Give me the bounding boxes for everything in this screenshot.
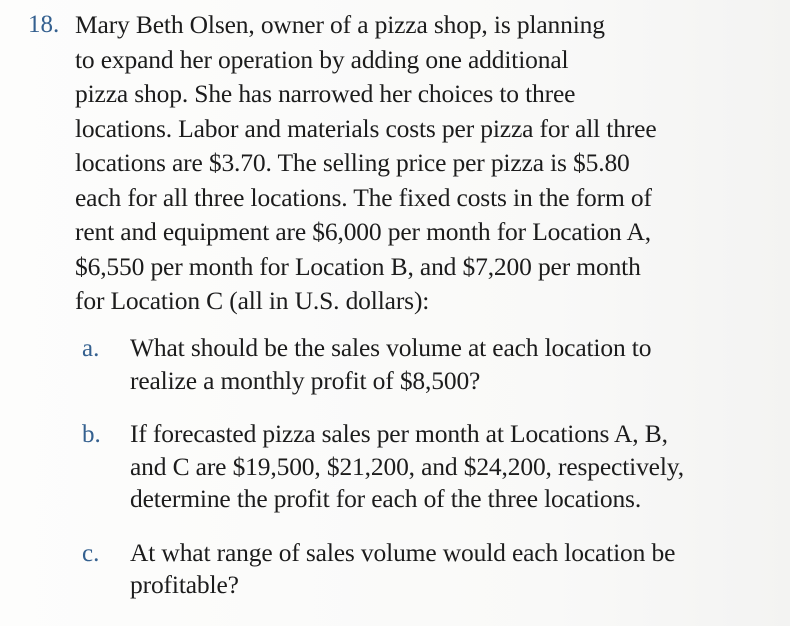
sub-question-c [82, 537, 762, 602]
statement-line: locations are $3.70. The selling price per pizza is $5.80 [75, 148, 630, 177]
sub-question-letter: b. [82, 421, 101, 448]
problem-number: 18. [28, 11, 60, 38]
sub-question-b [82, 418, 762, 516]
statement-line: locations. Labor and materials costs per pizza for all three [75, 113, 657, 143]
sub-question-line: profitable? [130, 570, 239, 599]
sub-question-text [130, 537, 790, 602]
sub-question-line: If forecasted pizza sales per month at Locations A, B, [130, 419, 668, 448]
statement-line: $6,550 per month for Location B, and $7,200 per month [75, 251, 641, 281]
sub-questions [82, 332, 762, 623]
problem-statement [75, 8, 765, 319]
statement-line: each for all three locations. The fixed costs in the form of [75, 182, 652, 212]
statement-line: pizza shop. She has narrowed her choices to three [75, 79, 576, 108]
statement-line: Mary Beth Olsen, owner of a pizza shop, is planning [75, 10, 605, 39]
sub-question-letter: c. [82, 539, 100, 567]
statement-line: for Location C (all in U.S. dollars): [75, 286, 430, 315]
sub-question-letter: a. [82, 335, 100, 362]
statement-line: to expand her operation by adding one additional [75, 44, 569, 74]
sub-question-line: What should be the sales volume at each location to [130, 333, 652, 362]
statement-line: rent and equipment are $6,000 per month for Location A, [75, 217, 651, 246]
sub-question-a [82, 332, 762, 397]
sub-question-line: realize a monthly profit of $8,500? [130, 365, 481, 395]
sub-question-line: At what range of sales volume would each location be [130, 537, 676, 567]
sub-question-text [130, 332, 790, 397]
sub-question-line: determine the profit for each of the three locations. [130, 484, 642, 513]
sub-question-text [130, 418, 790, 516]
sub-question-line: and C are $19,500, $21,200, and $24,200, respectively, [130, 451, 684, 481]
